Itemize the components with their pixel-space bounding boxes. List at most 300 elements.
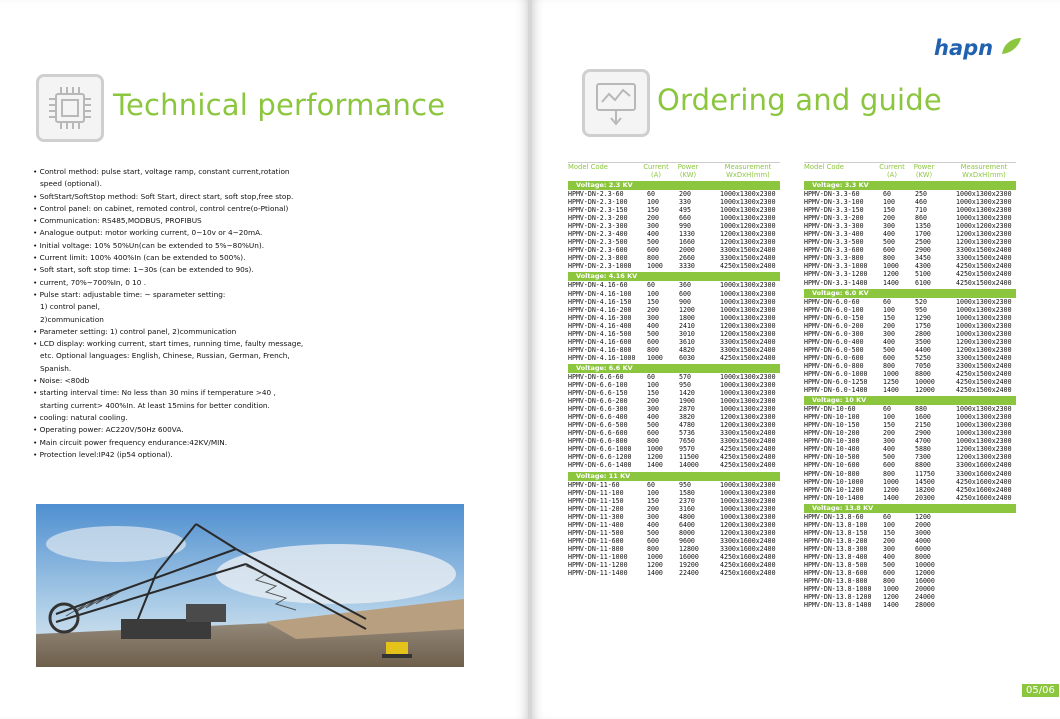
current-cell: 400 <box>883 337 895 346</box>
current-cell: 300 <box>647 313 659 322</box>
table-row <box>804 445 1016 453</box>
table-row <box>804 270 1016 278</box>
power-cell: 330 <box>679 198 691 207</box>
table-row <box>568 429 780 437</box>
power-cell: 950 <box>679 380 691 389</box>
measurement-cell: 1000x1300x2300 <box>956 421 1012 430</box>
measurement-cell: 4250x1500x2400 <box>720 445 776 454</box>
current-cell: 500 <box>647 421 659 430</box>
header-current-text: Current <box>879 163 905 171</box>
current-cell: 400 <box>883 552 895 561</box>
model-code-cell: HPMV-DN-13.8-800 <box>804 577 868 586</box>
measurement-cell: 1000x1300x2300 <box>956 437 1012 446</box>
header-current-text: (A) <box>887 170 897 179</box>
spec-line: 1) control panel, <box>40 302 100 312</box>
measurement-cell: 3300x1600x2400 <box>720 544 776 553</box>
current-cell: 800 <box>883 469 895 478</box>
current-cell: 1000 <box>647 353 663 362</box>
current-cell: 100 <box>883 413 895 422</box>
model-code-cell: HPMV-DN-4.16-500 <box>568 329 632 338</box>
table-row <box>804 601 1016 609</box>
measurement-cell: 4250x1500x2400 <box>956 386 1012 395</box>
power-cell: 2500 <box>915 238 931 247</box>
current-cell: 300 <box>883 544 895 553</box>
power-cell: 1900 <box>679 397 695 406</box>
model-code-cell: HPMV-DN-13.8-60 <box>804 512 864 521</box>
measurement-cell: 1200x1300x2300 <box>956 238 1012 247</box>
ordering-table-left <box>568 162 780 577</box>
power-cell: 14000 <box>679 461 699 470</box>
current-cell: 150 <box>883 313 895 322</box>
model-code-cell: HPMV-DN-4.16-300 <box>568 313 632 322</box>
current-cell: 300 <box>883 437 895 446</box>
current-cell: 150 <box>647 389 659 398</box>
measurement-cell: 1000x1300x2300 <box>720 405 776 414</box>
power-cell: 19200 <box>679 560 699 569</box>
power-cell: 4780 <box>679 421 695 430</box>
spec-line: • Control method: pulse start, voltage ramp, constant current,rotation <box>33 167 290 176</box>
table-row <box>568 314 780 322</box>
power-cell: 11750 <box>915 469 935 478</box>
power-cell: 12000 <box>915 386 935 395</box>
measurement-cell: 1000x1300x2300 <box>956 321 1012 330</box>
model-code-cell: HPMV-DN-13.8-1400 <box>804 601 872 610</box>
model-code-cell: HPMV-DN-10-1200 <box>804 485 864 494</box>
measurement-cell: 3300x1500x2400 <box>720 337 776 346</box>
current-cell: 1000 <box>883 262 899 271</box>
header-measurement <box>952 164 1016 179</box>
table-row <box>568 413 780 421</box>
model-code-cell: HPMV-DN-4.16-200 <box>568 305 632 314</box>
power-cell: 1420 <box>679 389 695 398</box>
table-row <box>804 230 1016 238</box>
current-cell: 400 <box>647 230 659 239</box>
current-cell: 1200 <box>883 593 899 602</box>
measurement-cell: 1000x1300x2300 <box>720 198 776 207</box>
measurement-cell: 1000x1300x2300 <box>720 281 776 290</box>
current-cell: 300 <box>647 512 659 521</box>
power-cell: 1350 <box>915 222 931 231</box>
table-row <box>804 486 1016 494</box>
current-cell: 1000 <box>647 445 663 454</box>
power-cell: 2370 <box>679 496 695 505</box>
table-row <box>568 354 780 362</box>
table-row <box>804 461 1016 469</box>
model-code-cell: HPMV-DN-10-150 <box>804 421 860 430</box>
measurement-cell: 1000x1300x2300 <box>720 214 776 223</box>
power-cell: 24000 <box>915 593 935 602</box>
voltage-section-title: Voltage: 11 KV <box>568 472 780 481</box>
current-cell: 500 <box>647 238 659 247</box>
current-cell: 600 <box>883 246 895 255</box>
current-cell: 60 <box>647 281 655 290</box>
measurement-cell: 4250x1500x2400 <box>720 353 776 362</box>
model-code-cell: HPMV-DN-6.6-1400 <box>568 461 632 470</box>
current-cell: 1250 <box>883 378 899 387</box>
table-row <box>804 537 1016 545</box>
current-cell: 100 <box>647 289 659 298</box>
voltage-section-title: Voltage: 10 KV <box>804 396 1016 405</box>
model-code-cell: HPMV-DN-10-60 <box>804 405 856 414</box>
spec-line: • Main circuit power frequency endurance:42KV/MIN. <box>33 437 228 447</box>
spec-line: • Noise: <80db <box>33 376 90 386</box>
current-cell: 600 <box>883 461 895 470</box>
spec-line: • Operating power: AC220V/50Hz 600VA. <box>33 425 184 435</box>
table-row <box>568 445 780 453</box>
measurement-cell: 1000x1300x2300 <box>956 198 1012 207</box>
model-code-cell: HPMV-DN-11-150 <box>568 496 624 505</box>
model-code-cell: HPMV-DN-6.0-1400 <box>804 386 868 395</box>
measurement-cell: 1200x1300x2300 <box>956 453 1012 462</box>
header-model-code-text: Model Code <box>568 163 608 171</box>
table-row <box>804 306 1016 314</box>
measurement-cell: 1000x1300x2300 <box>956 214 1012 223</box>
measurement-cell: 4250x1500x2400 <box>956 270 1012 279</box>
table-row <box>804 413 1016 421</box>
measurement-cell: 1200x1300x2300 <box>956 337 1012 346</box>
power-cell: 1200 <box>915 512 931 521</box>
table-row <box>568 529 780 537</box>
measurement-cell: 1200x1300x2300 <box>720 238 776 247</box>
table-row <box>804 593 1016 601</box>
table-row <box>804 370 1016 378</box>
brand-logo: hapn <box>934 36 1022 60</box>
power-cell: 22400 <box>679 569 699 578</box>
table-row <box>804 279 1016 287</box>
measurement-cell: 1200x1300x2300 <box>720 321 776 330</box>
current-cell: 150 <box>647 496 659 505</box>
model-code-cell: HPMV-DN-4.16-400 <box>568 321 632 330</box>
current-cell: 60 <box>883 512 891 521</box>
table-row <box>804 494 1016 502</box>
model-code-cell: HPMV-DN-13.8-100 <box>804 520 868 529</box>
power-cell: 1600 <box>915 413 931 422</box>
current-cell: 800 <box>883 577 895 586</box>
current-cell: 600 <box>883 353 895 362</box>
model-code-cell: HPMV-DN-10-100 <box>804 413 860 422</box>
current-cell: 1000 <box>883 369 899 378</box>
power-cell: 1800 <box>679 313 695 322</box>
current-cell: 150 <box>647 297 659 306</box>
power-cell: 6400 <box>679 520 695 529</box>
table-row <box>804 577 1016 585</box>
table-row <box>568 254 780 262</box>
measurement-cell: 1200x1300x2300 <box>720 230 776 239</box>
table-row <box>568 505 780 513</box>
table-row <box>568 246 780 254</box>
measurement-cell: 1000x1300x2300 <box>720 488 776 497</box>
power-cell: 14500 <box>915 477 935 486</box>
table-row <box>804 190 1016 198</box>
table-row <box>804 354 1016 362</box>
measurement-cell: 1000x1300x2300 <box>956 206 1012 215</box>
header-measurement-text: WxDxH(mm) <box>726 170 770 179</box>
header-current <box>640 164 672 179</box>
model-code-cell: HPMV-DN-11-1200 <box>568 560 628 569</box>
current-cell: 300 <box>647 222 659 231</box>
current-cell: 400 <box>647 321 659 330</box>
current-cell: 60 <box>883 190 891 198</box>
model-code-cell: HPMV-DN-11-400 <box>568 520 624 529</box>
current-cell: 200 <box>883 536 895 545</box>
current-cell: 600 <box>883 569 895 578</box>
table-row <box>804 561 1016 569</box>
current-cell: 100 <box>883 198 895 207</box>
power-cell: 1330 <box>679 230 695 239</box>
table-row <box>568 338 780 346</box>
table-row <box>804 521 1016 529</box>
table-row <box>804 378 1016 386</box>
model-code-cell: HPMV-DN-13.8-500 <box>804 560 868 569</box>
current-cell: 800 <box>883 254 895 263</box>
measurement-cell: 4250x1500x2400 <box>956 262 1012 271</box>
model-code-cell: HPMV-DN-13.8-200 <box>804 536 868 545</box>
measurement-cell: 3300x1500x2400 <box>720 437 776 446</box>
table-row <box>804 246 1016 254</box>
current-cell: 100 <box>647 380 659 389</box>
voltage-section <box>804 289 1016 395</box>
measurement-cell: 4250x1600x2400 <box>956 493 1012 502</box>
power-cell: 880 <box>915 405 927 414</box>
current-cell: 300 <box>883 329 895 338</box>
table-row <box>568 381 780 389</box>
table-row <box>804 553 1016 561</box>
header-model-code <box>804 164 874 172</box>
power-cell: 2870 <box>679 405 695 414</box>
model-code-cell: HPMV-DN-11-800 <box>568 544 624 553</box>
model-code-cell: HPMV-DN-6.6-600 <box>568 429 628 438</box>
table-row <box>804 453 1016 461</box>
model-code-cell: HPMV-DN-6.6-1000 <box>568 445 632 454</box>
model-code-cell: HPMV-DN-2.3-150 <box>568 206 628 215</box>
header-power-text: Power <box>913 163 935 171</box>
power-cell: 4000 <box>915 536 931 545</box>
current-cell: 1200 <box>647 453 663 462</box>
model-code-cell: HPMV-DN-3.3-100 <box>804 198 864 207</box>
power-cell: 950 <box>915 305 927 314</box>
spec-line: • Communication: RS485,MODBUS, PROFIBUS <box>33 216 202 226</box>
current-cell: 60 <box>883 297 891 306</box>
ordering-guide-title: Ordering and guide <box>657 83 942 117</box>
current-cell: 200 <box>647 397 659 406</box>
spec-line: • Analogue output: motor working current, 0~10v or 4~20mA. <box>33 228 263 238</box>
voltage-section <box>568 181 780 270</box>
current-cell: 500 <box>883 560 895 569</box>
voltage-section-title: Voltage: 13.8 KV <box>804 504 1016 513</box>
power-cell: 3160 <box>679 504 695 513</box>
measurement-cell: 1000x1200x2300 <box>956 222 1012 231</box>
table-header <box>804 162 1016 179</box>
table-row <box>568 330 780 338</box>
model-code-cell: HPMV-DN-2.3-100 <box>568 198 628 207</box>
voltage-section <box>568 364 780 470</box>
current-cell: 500 <box>647 329 659 338</box>
model-code-cell: HPMV-DN-6.0-60 <box>804 297 860 306</box>
power-cell: 20300 <box>915 493 935 502</box>
power-cell: 5736 <box>679 429 695 438</box>
table-row <box>568 545 780 553</box>
table-row <box>568 238 780 246</box>
power-cell: 18200 <box>915 485 935 494</box>
table-row <box>804 330 1016 338</box>
current-cell: 150 <box>883 206 895 215</box>
measurement-cell: 1000x1300x2300 <box>720 496 776 505</box>
voltage-section-title: Voltage: 6.6 KV <box>568 364 780 373</box>
current-cell: 100 <box>647 488 659 497</box>
measurement-cell: 3300x1500x2400 <box>720 345 776 354</box>
table-row <box>568 190 780 198</box>
power-cell: 2000 <box>679 246 695 255</box>
measurement-cell: 1000x1300x2300 <box>720 512 776 521</box>
power-cell: 570 <box>679 372 691 381</box>
model-code-cell: HPMV-DN-13.8-150 <box>804 528 868 537</box>
model-code-cell: HPMV-DN-2.3-600 <box>568 246 628 255</box>
table-row <box>568 437 780 445</box>
header-measurement-text: Measurement <box>960 163 1008 171</box>
current-cell: 1400 <box>883 278 899 287</box>
model-code-cell: HPMV-DN-3.3-400 <box>804 230 864 239</box>
measurement-cell: 3300x1600x2400 <box>720 536 776 545</box>
table-row <box>804 222 1016 230</box>
power-cell: 6000 <box>915 544 931 553</box>
measurement-cell: 3300x1600x2400 <box>956 469 1012 478</box>
model-code-cell: HPMV-DN-6.0-400 <box>804 337 864 346</box>
header-current <box>876 164 908 179</box>
measurement-cell: 1000x1300x2300 <box>956 429 1012 438</box>
power-cell: 8000 <box>679 528 695 537</box>
current-cell: 1000 <box>647 262 663 271</box>
measurement-cell: 4250x1600x2400 <box>720 560 776 569</box>
model-code-cell: HPMV-DN-4.16-60 <box>568 281 628 290</box>
voltage-section <box>804 396 1016 502</box>
measurement-cell: 3300x1500x2400 <box>956 254 1012 263</box>
table-row <box>568 569 780 577</box>
table-row <box>568 553 780 561</box>
power-cell: 3010 <box>679 329 695 338</box>
power-cell: 11500 <box>679 453 699 462</box>
power-cell: 1700 <box>915 230 931 239</box>
voltage-section-title: Voltage: 3.3 KV <box>804 181 1016 190</box>
model-code-cell: HPMV-DN-4.16-1000 <box>568 353 636 362</box>
model-code-cell: HPMV-DN-2.3-300 <box>568 222 628 231</box>
power-cell: 7050 <box>915 361 931 370</box>
power-cell: 3000 <box>915 528 931 537</box>
header-current-text: Current <box>643 163 669 171</box>
measurement-cell: 1000x1300x2300 <box>956 313 1012 322</box>
table-row <box>568 281 780 289</box>
spec-line: • current, 70%~700%In, 0 10 . <box>33 277 147 287</box>
power-cell: 460 <box>915 198 927 207</box>
measurement-cell: 3300x1500x2400 <box>956 361 1012 370</box>
current-cell: 500 <box>883 345 895 354</box>
model-code-cell: HPMV-DN-2.3-1000 <box>568 262 632 271</box>
model-code-cell: HPMV-DN-3.3-300 <box>804 222 864 231</box>
measurement-cell: 4250x1500x2400 <box>956 369 1012 378</box>
measurement-cell: 4250x1500x2400 <box>720 461 776 470</box>
power-cell: 6100 <box>915 278 931 287</box>
current-cell: 1000 <box>647 552 663 561</box>
model-code-cell: HPMV-DN-2.3-500 <box>568 238 628 247</box>
model-code-cell: HPMV-DN-11-60 <box>568 480 620 489</box>
power-cell: 10000 <box>915 378 935 387</box>
table-row <box>568 206 780 214</box>
table-row <box>804 405 1016 413</box>
header-power <box>908 164 940 179</box>
measurement-cell: 1000x1300x2300 <box>720 380 776 389</box>
current-cell: 60 <box>883 405 891 414</box>
table-row <box>568 453 780 461</box>
model-code-cell: HPMV-DN-4.16-800 <box>568 345 632 354</box>
table-row <box>568 298 780 306</box>
power-cell: 4820 <box>679 345 695 354</box>
power-cell: 10000 <box>915 560 935 569</box>
spec-line: • SoftStart/SoftStop method: Soft Start, direct start, soft stop,free stop. <box>33 191 294 201</box>
measurement-cell: 1000x1300x2300 <box>956 329 1012 338</box>
measurement-cell: 1000x1300x2300 <box>720 313 776 322</box>
measurement-cell: 1000x1300x2300 <box>956 297 1012 306</box>
spec-line: • Soft start, soft stop time: 1~30s (can be extended to 90s). <box>33 265 254 275</box>
power-cell: 5880 <box>915 445 931 454</box>
current-cell: 500 <box>883 238 895 247</box>
power-cell: 495 <box>679 206 691 215</box>
table-row <box>568 389 780 397</box>
table-row <box>804 386 1016 394</box>
table-row <box>804 238 1016 246</box>
voltage-section <box>804 181 1016 287</box>
table-row <box>804 338 1016 346</box>
table-row <box>804 198 1016 206</box>
table-row <box>568 346 780 354</box>
header-power <box>672 164 704 179</box>
voltage-section <box>568 472 780 578</box>
technical-performance-title: Technical performance <box>113 88 446 122</box>
spec-line: • Control panel: on cabinet, remoted control, control centre(o-Ptional) <box>33 203 289 213</box>
spec-line: starting current> 400%In. At least 15mins for better condition. <box>40 400 270 410</box>
measurement-cell: 1000x1300x2300 <box>956 190 1012 198</box>
current-cell: 300 <box>883 222 895 231</box>
measurement-cell: 1000x1300x2300 <box>956 305 1012 314</box>
current-cell: 60 <box>647 480 655 489</box>
screen-touch-icon <box>582 69 650 137</box>
chip-icon <box>36 74 104 142</box>
table-row <box>568 537 780 545</box>
measurement-cell: 1000x1300x2300 <box>720 305 776 314</box>
power-cell: 3500 <box>915 337 931 346</box>
model-code-cell: HPMV-DN-11-1400 <box>568 569 628 578</box>
model-code-cell: HPMV-DN-6.0-100 <box>804 305 864 314</box>
model-code-cell: HPMV-DN-10-500 <box>804 453 860 462</box>
power-cell: 28000 <box>915 601 935 610</box>
table-row <box>804 421 1016 429</box>
power-cell: 8800 <box>915 461 931 470</box>
measurement-cell: 1000x1300x2300 <box>720 297 776 306</box>
spec-line: • Protection level:IP42 (ip54 optional). <box>33 449 173 459</box>
spec-line: speed (optional). <box>40 179 102 189</box>
model-code-cell: HPMV-DN-10-1400 <box>804 493 864 502</box>
model-code-cell: HPMV-DN-4.16-600 <box>568 337 632 346</box>
model-code-cell: HPMV-DN-11-100 <box>568 488 624 497</box>
model-code-cell: HPMV-DN-6.6-200 <box>568 397 628 406</box>
current-cell: 400 <box>883 445 895 454</box>
table-row <box>804 437 1016 445</box>
current-cell: 1200 <box>883 270 899 279</box>
model-code-cell: HPMV-DN-6.6-400 <box>568 413 628 422</box>
current-cell: 100 <box>647 198 659 207</box>
table-row <box>804 322 1016 330</box>
table-header <box>568 162 780 179</box>
spec-line: Spanish. <box>40 363 72 373</box>
model-code-cell: HPMV-DN-2.3-200 <box>568 214 628 223</box>
